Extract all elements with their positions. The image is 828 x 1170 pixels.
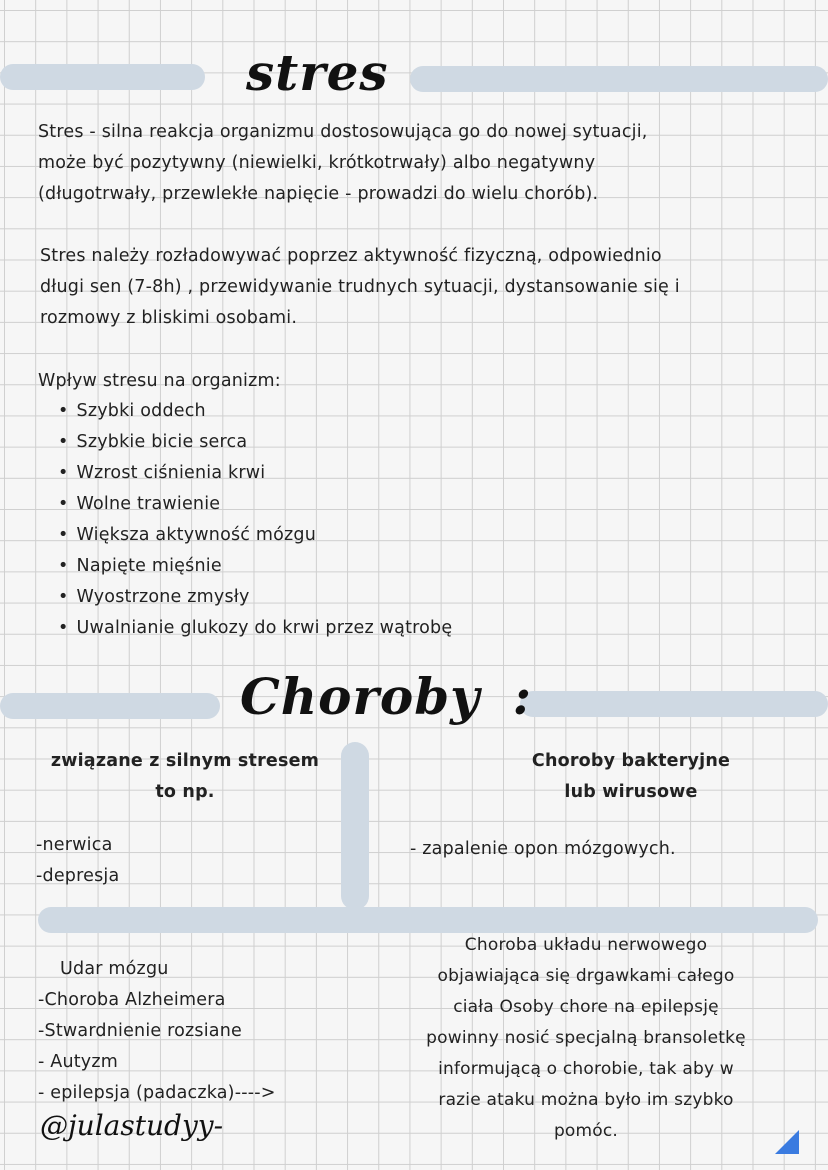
corner-triangle-icon xyxy=(775,1130,799,1154)
text-line: (długotrwały, przewlekłe napięcie - prowadzi do wielu chorób). xyxy=(38,184,599,204)
text-line: pomóc. xyxy=(553,1121,619,1141)
highlight-stripe-mid-right xyxy=(520,691,828,717)
list-item: • Wzrost ciśnienia krwi xyxy=(58,458,452,489)
text-line: Stres należy rozładowywać poprzez aktywność fizyczną, odpowiednio xyxy=(40,246,662,266)
list-item: • Wolne trawienie xyxy=(58,489,452,520)
text-line: ciała Osoby chore na epilepsję xyxy=(453,997,719,1017)
list-item: - zapalenie opon mózgowych. xyxy=(410,839,676,859)
list-item: • Uwalnianie glukozy do krwi przez wątrobę xyxy=(58,613,452,644)
text-line: rozmowy z bliskimi osobami. xyxy=(40,308,298,328)
section-title-colon: : xyxy=(512,667,533,726)
highlight-stripe-top-left xyxy=(0,64,205,90)
left-column-heading xyxy=(40,746,330,808)
highlight-stripe-mid-left xyxy=(0,693,220,719)
effects-heading: Wpływ stresu na organizm: xyxy=(38,371,281,391)
text-line: długi sen (7-8h) , przewidywanie trudnych sytuacji, dystansowanie się i xyxy=(40,277,680,297)
text-line: lub wirusowe xyxy=(564,782,698,802)
list-item: • Większa aktywność mózgu xyxy=(58,520,452,551)
section-title-diseases xyxy=(240,664,532,730)
list-item: - epilepsja (padaczka)----> xyxy=(38,1083,276,1103)
text-line: informującą o chorobie, tak aby w xyxy=(438,1059,734,1079)
epilepsy-note xyxy=(396,930,776,1147)
text-line: związane z silnym stresem xyxy=(50,751,320,771)
right-column-heading xyxy=(500,746,762,808)
text-line: razie ataku można było im szybko xyxy=(438,1090,734,1110)
text-line: Choroby bakteryjne xyxy=(531,751,731,771)
text-line: Choroba układu nerwowego xyxy=(464,935,708,955)
list-item: - Autyzm xyxy=(38,1052,118,1072)
list-item: • Wyostrzone zmysły xyxy=(58,582,452,613)
text-line: może być pozytywny (niewielki, krótkotrwały) albo negatywny xyxy=(38,153,596,173)
list-item: -depresja xyxy=(36,866,120,886)
text-line: Stres - silna reakcja organizmu dostosowująca go do nowej sytuacji, xyxy=(38,122,648,142)
intro-paragraph-2 xyxy=(40,241,820,334)
highlight-stripe-top-right xyxy=(410,66,828,92)
right-column-list xyxy=(410,834,676,865)
highlight-divider-vertical xyxy=(341,742,369,910)
list-item: -nerwica xyxy=(36,835,113,855)
list-item: • Napięte mięśnie xyxy=(58,551,452,582)
intro-paragraph-1 xyxy=(38,117,818,210)
list-item: • Szybkie bicie serca xyxy=(58,427,452,458)
text-line: to np. xyxy=(155,782,215,802)
section-title-text: Choroby xyxy=(240,667,481,726)
author-signature: @julastudyy- xyxy=(40,1109,224,1142)
list-item: Udar mózgu xyxy=(60,959,169,979)
text-line: powinny nosić specjalną bransoletkę xyxy=(426,1028,746,1048)
effects-list xyxy=(58,396,452,644)
list-item: -Choroba Alzheimera xyxy=(38,990,226,1010)
page-title: stres xyxy=(246,43,389,102)
list-item: -Stwardnienie rozsiane xyxy=(38,1021,242,1041)
left-column-list xyxy=(36,830,119,892)
bottom-left-list xyxy=(38,954,276,1109)
list-item: • Szybki oddech xyxy=(58,396,452,427)
text-line: objawiająca się drgawkami całego xyxy=(437,966,735,986)
